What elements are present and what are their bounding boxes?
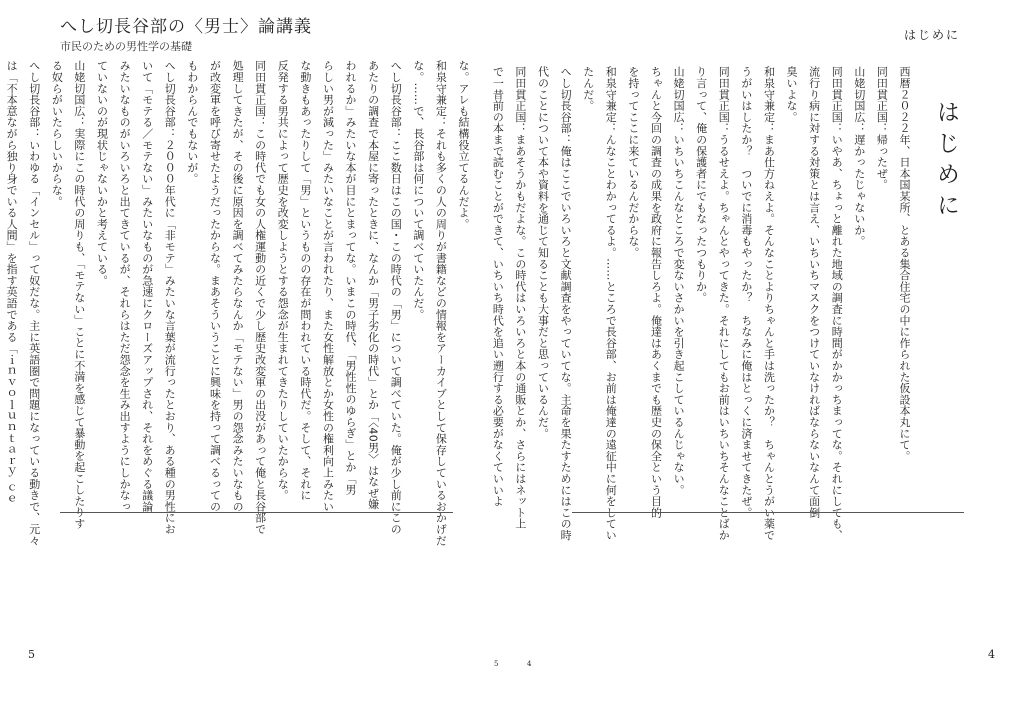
- text-line: へし切長谷部：いわゆる「インセル」って奴だな。主に英語圏で問題になっている動きで、元々: [27, 60, 41, 546]
- text-line: へし切長谷部：ここ数日はこの国・この時代の「男」について調べていた。俺が少し前にこの: [389, 60, 403, 535]
- text-line: 同田貫正国：いやあ、ちょっと離れた地域の調査に時間がかかっちまってな。それにしても、: [830, 66, 844, 541]
- text-line: 同田貫正国：この時代でも女の人権運動の近くで少し歴史改変軍の出没があって俺と長谷部で: [253, 60, 267, 535]
- left-page-body: [5, 60, 474, 546]
- text-line: 西暦２０２２年、日本国某所、とある集合住宅の中に作られた仮設本丸にて。: [898, 66, 911, 462]
- text-line: ていないのが現状じゃないかと考えている。: [95, 60, 109, 286]
- text-line: たんだ。: [581, 66, 595, 112]
- text-line: 臭いよな。: [785, 66, 799, 123]
- text-line: 流行り病に対する対策とは言え、いちいちマスクをつけていなければならないなんて面倒: [807, 66, 821, 518]
- chapter-heading: はじめに: [933, 100, 959, 224]
- text-line: みたいなものがいろいろと出てきているが、それらはただ怨念を生み出すようにしかなっ: [118, 60, 132, 512]
- page-number-left: 5: [28, 648, 35, 661]
- text-line: を持ってここに来ているんだからな。: [626, 66, 640, 259]
- text-line: あたりの調査で本屋に寄ったときに、なんか「男子劣化の時代」とか「〈40男〉はなぜ嫌: [366, 60, 380, 510]
- text-line: 山姥切国広：いちいちこんなところで変ないさかいを引き起こしているんじゃない。: [672, 66, 686, 496]
- text-line: 代のことについて本や資料を通じて知ることも大事だと思っているんだ。: [536, 66, 550, 439]
- right-page-rule: [572, 512, 964, 513]
- text-line: へし切長谷部：俺はここでいろいろと文献調査をやっていてな。主命を果たすためにはこの時: [559, 66, 573, 541]
- book-title: へし切長谷部の〈男士〉論講義: [60, 17, 312, 37]
- text-line: は「不本意ながら独り身でいる人間」を指す英語である「ｉｎｖｏｌｕｎｔａｒｙ ｃｅ: [5, 60, 19, 505]
- text-line: な。アレも結構役立てるんだよ。: [457, 60, 470, 230]
- page-number-right: 4: [988, 648, 995, 661]
- text-line: へし切長谷部：２０００年代に「非モテ」みたいな言葉が流行ったとおり、ある種の男性にお: [163, 60, 177, 535]
- text-line: り言って、俺の保護者にでもなったつもりか。: [694, 66, 708, 304]
- text-line: いて「モテる／モテない」みたいなものが急速にクローズアップされ、それをめぐる議論: [140, 60, 154, 512]
- text-line: る奴らがいたらしいからな。: [50, 60, 64, 207]
- text-line: 和泉守兼定：まあ仕方ねえよ。そんなことよりちゃんと手は洗ったか？ ちゃんとうがい薬で: [762, 66, 776, 541]
- text-line: らしい男が減った」みたいなことが言われたり、また女性解放とか女性の権利向上みたい: [321, 60, 335, 512]
- book-subtitle: 市民のための男性学の基礎: [60, 40, 192, 53]
- right-page-body: [491, 66, 915, 541]
- text-line: 反発する男共によって歴史を改変しようとする怨念が生まれてきたりしていたからな。: [276, 60, 290, 501]
- text-line: うがいはしたか？ ついでに消毒もやったか？ ちなみに俺はとっくに済ませてきたぜ。: [739, 66, 753, 518]
- text-line: が改変軍を呼び寄せたようだったからな。まあそういうことに興味を持って調べるっての: [208, 60, 222, 512]
- spread-page-number-right: 4: [527, 660, 532, 668]
- text-line: 同田貫正国：まあそうかもだよな。この時代はいろいろと本の通販とか、さらにはネット上: [513, 66, 527, 530]
- text-line: 処理してきたが、その後に原因を調べてみたらなんか「モテない」男の怨念みたいなもの: [231, 60, 245, 512]
- text-line: もわからんでもないが。: [185, 60, 199, 185]
- text-line: で一昔前の本まで読むことができて、いちいち時代を追い遡行する必要がなくていいよ: [491, 66, 505, 507]
- text-line: 山姥切国広：遅かったじゃないか。: [852, 66, 866, 247]
- left-page-rule: [60, 512, 453, 513]
- text-line: 同田貫正国：うるせえよ。ちゃんとやってきた。それにしてもお前はいちいちそんなことばか: [717, 66, 731, 541]
- text-line: 和泉守兼定：んなことわかってるよ。……ところで長谷部、お前は俺達の遠征中に何をしてい: [604, 66, 618, 541]
- text-line: われるか」みたいな本が目にとまってな。いまこの時代、「男性性のゆらぎ」とか「男: [344, 60, 358, 496]
- text-line: な動きもあったりして「男」というものの存在が問われている時代だ。そして、それに: [298, 60, 312, 501]
- text-line: 同田貫正国：帰ったぜ。: [875, 66, 889, 191]
- text-line: 和泉守兼定：それも多くの人の周りが書籍などの情報をアーカイブとして保存しているおかげだ: [434, 60, 448, 546]
- running-chapter-title: はじめに: [904, 28, 961, 42]
- spread-page-number-left: 5: [494, 660, 499, 668]
- text-line: ちゃんと今回の調査の成果を政府に報告しろよ。俺達はあくまでも歴史の保全という目的: [649, 66, 663, 518]
- text-line: な。……で、長谷部は何について調べていたんだ。: [411, 60, 425, 320]
- text-line: 山姥切国広：実際にこの時代の周りも、「モテない」ことに不満を感じて暴動を起こしたりす: [72, 60, 86, 530]
